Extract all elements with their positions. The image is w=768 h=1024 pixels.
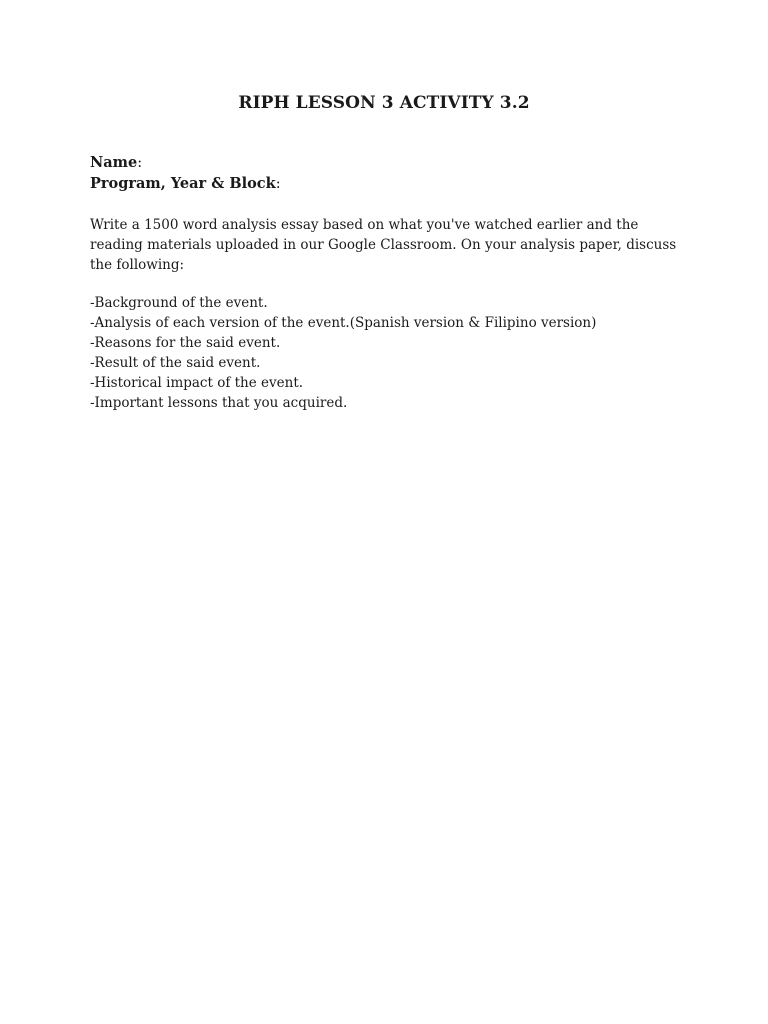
discussion-point: -Analysis of each version of the event.(Spanish version & Filipino version)	[90, 315, 597, 331]
essay-instructions: Write a 1500 word analysis essay based on what you've watched earlier and the reading materials uploaded in our Google Classroom. On your analysis paper, discuss the following:	[90, 217, 677, 273]
discussion-point: -Important lessons that you acquired.	[90, 395, 348, 411]
document-title: RIPH LESSON 3 ACTIVITY 3.2	[238, 93, 530, 113]
discussion-point: -Result of the said event.	[90, 355, 261, 371]
program-year-block-field	[90, 175, 281, 192]
discussion-points-list	[90, 293, 690, 413]
name-field-label: Name	[90, 154, 138, 171]
name-field	[90, 154, 142, 171]
discussion-point: -Historical impact of the event.	[90, 375, 304, 391]
name-field-colon: :	[137, 155, 143, 171]
program-year-block-field-label: Program, Year & Block	[90, 175, 276, 192]
discussion-point: -Background of the event.	[90, 295, 268, 311]
discussion-point: -Reasons for the said event.	[90, 335, 281, 351]
program-year-block-field-colon: :	[275, 176, 281, 192]
